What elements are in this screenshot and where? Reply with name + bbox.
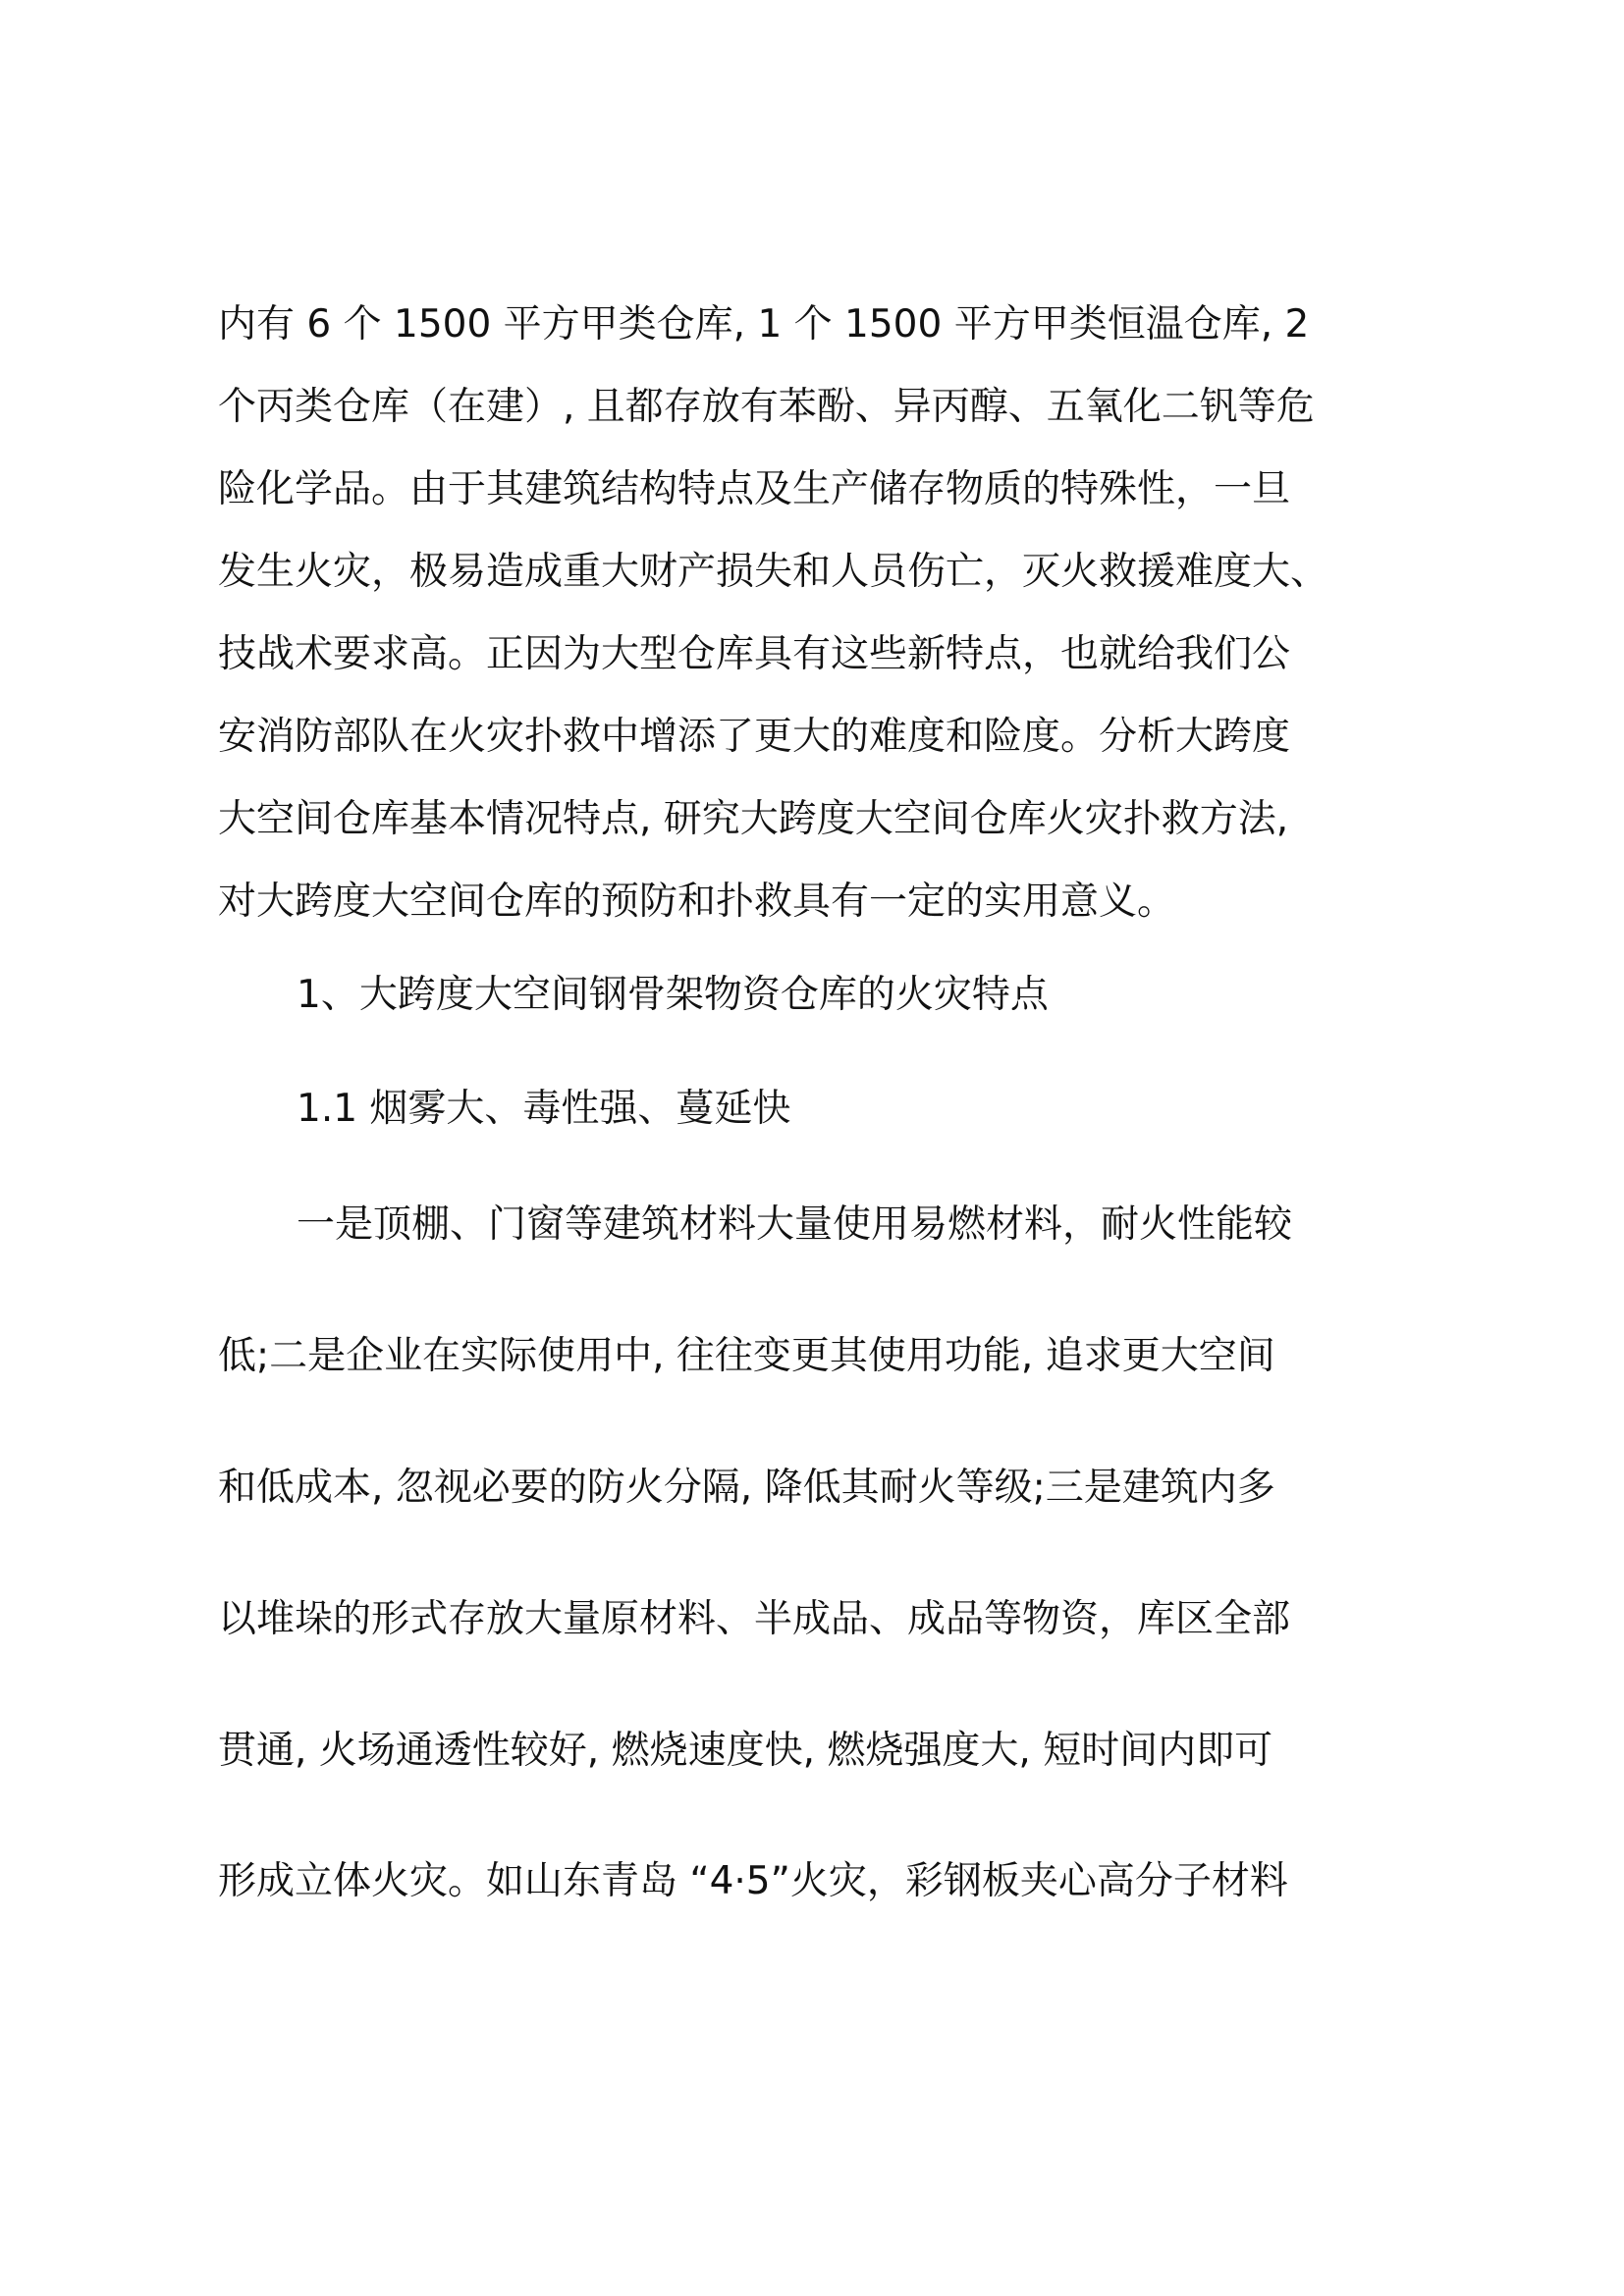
- paragraph-line: 贯通, 火场通透性较好, 燃烧速度快, 燃烧强度大, 短时间内即可: [218, 1729, 1273, 1773]
- paragraph-line: 内有 6 个 1500 平方甲类仓库, 1 个 1500 平方甲类恒温仓库, 2: [218, 302, 1310, 347]
- paragraph-line: 险化学品。由于其建筑结构特点及生产储存物质的特殊性，一旦: [218, 467, 1291, 511]
- paragraph-line: 对大跨度大空间仓库的预防和扑救具有一定的实用意义。: [218, 880, 1176, 924]
- paragraph-line: 发生火灾，极易造成重大财产损失和人员伤亡，灭火救援难度大、: [218, 550, 1329, 594]
- paragraph-line: 形成立体火灾。如山东青岛 “4·5”火灾，彩钢板夹心高分子材料: [218, 1859, 1288, 1903]
- paragraph-line: 个丙类仓库（在建）, 且都存放有苯酚、异丙醇、五氧化二钒等危: [218, 385, 1315, 429]
- subsection-heading: 1.1 烟雾大、毒性强、蔓延快: [297, 1087, 791, 1131]
- paragraph-line: 安消防部队在火灾扑救中增添了更大的难度和险度。分析大跨度: [218, 715, 1291, 759]
- section-heading: 1、大跨度大空间钢骨架物资仓库的火灾特点: [297, 973, 1049, 1017]
- paragraph-line: 以堆垛的形式存放大量原材料、半成品、成品等物资，库区全部: [218, 1597, 1291, 1641]
- paragraph-line: 低;二是企业在实际使用中, 往往变更其使用功能, 追求更大空间: [218, 1334, 1275, 1378]
- paragraph-line: 技战术要求高。正因为大型仓库具有这些新特点，也就给我们公: [218, 632, 1291, 676]
- paragraph-line: 和低成本, 忽视必要的防火分隔, 降低其耐火等级;三是建筑内多: [218, 1466, 1275, 1510]
- paragraph-line: 一是顶棚、门窗等建筑材料大量使用易燃材料，耐火性能较: [297, 1202, 1293, 1247]
- paragraph-line: 大空间仓库基本情况特点, 研究大跨度大空间仓库火灾扑救方法,: [218, 797, 1289, 841]
